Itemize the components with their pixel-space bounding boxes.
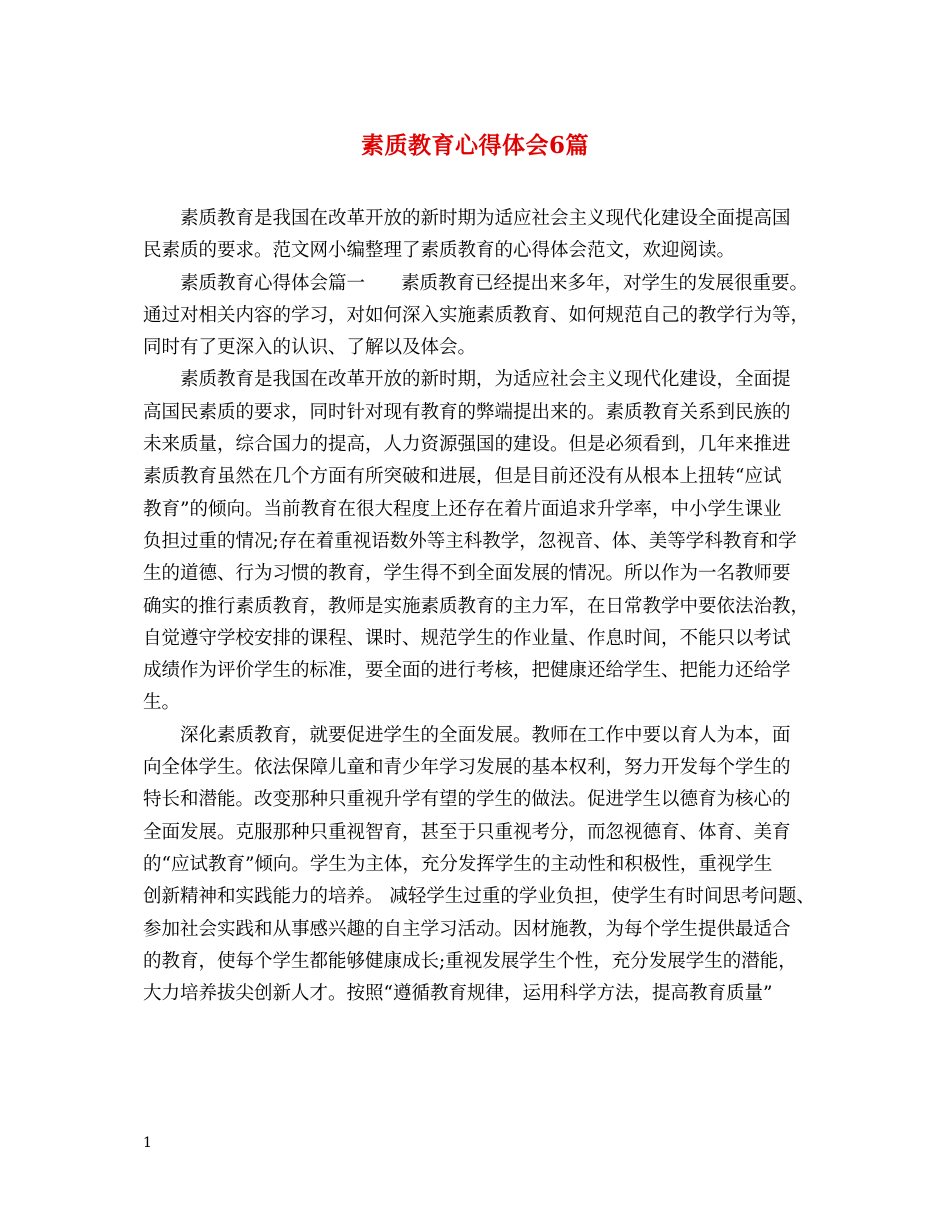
text-line: 未来质量，综合国力的提高，人力资源强国的建设。但是必须看到，几年来推进 <box>143 434 791 456</box>
text-line: 负担过重的情况;存在着重视语数外等主科教学，忽视音、体、美等学科教育和学 <box>143 530 797 552</box>
intro-paragraph <box>143 203 823 268</box>
text-line: 教育”的倾向。当前教育在很大程度上还存在着片面追求升学率，中小学生课业 <box>143 498 782 520</box>
page-number: 1 <box>143 1135 152 1151</box>
text-line: 的“应试教育”倾向。学生为主体，充分发挥学生的主动性和积极性，重视学生 <box>143 853 773 875</box>
document-title: 素质教育心得体会6篇 <box>360 132 589 159</box>
text-line: 创新精神和实践能力的培养。 减轻学生过重的学业负担，使学生有时间思考问题、 <box>143 886 815 908</box>
text-line: 大力培养拔尖创新人才。按照“遵循教育规律，运用科学方法，提高教育质量” <box>143 983 773 1005</box>
text-line: 素质教育是我国在改革开放的新时期为适应社会主义现代化建设全面提高国 <box>180 208 791 229</box>
text-line: 的教育，使每个学生都能够健康成长;重视发展学生个性，充分发展学生的潜能， <box>143 950 797 972</box>
section-one-first-line <box>143 268 823 300</box>
text-line: 素质教育是我国在改革开放的新时期，为适应社会主义现代化建设，全面提 <box>180 369 791 391</box>
text-line: 深化素质教育，就要促进学生的全面发展。教师在工作中要以育人为本，面 <box>180 724 791 746</box>
text-line: 生。 <box>143 692 181 714</box>
text-line: 成绩作为评价学生的标准，要全面的进行考核，把健康还给学生、把能力还给学 <box>143 660 791 682</box>
document-body <box>143 203 823 1010</box>
text-line: 自觉遵守学校安排的课程、课时、规范学生的作业量、作息时间，不能只以考试 <box>143 627 791 649</box>
section-one-heading: 素质教育心得体会篇一 <box>180 272 366 294</box>
text-line: 特长和潜能。改变那种只重视升学有望的学生的做法。促进学生以德育为核心的 <box>143 789 791 811</box>
text-line: 同时有了更深入的认识、了解以及体会。 <box>143 337 477 359</box>
text-line: 通过对相关内容的学习，对如何深入实施素质教育、如何规范自己的教学行为等， <box>143 304 810 326</box>
text-line: 生的道德、行为习惯的教育，学生得不到全面发展的情况。所以作为一名教师要 <box>143 563 791 585</box>
section-one-paragraph <box>143 268 823 365</box>
text-line: 素质教育虽然在几个方面有所突破和进展，但是目前还没有从根本上扭转“应试 <box>143 466 782 488</box>
text-line: 确实的推行素质教育，教师是实施素质教育的主力军，在日常教学中要依法治教， <box>143 595 810 617</box>
text-line: 向全体学生。依法保障儿童和青少年学习发展的基本权利，努力开发每个学生的 <box>143 757 791 779</box>
paragraph-three <box>143 720 823 1011</box>
paragraph-two <box>143 364 823 719</box>
text-line: 民素质的要求。范文网小编整理了素质教育的心得体会范文，欢迎阅读。 <box>143 240 736 262</box>
text-line: 参加社会实践和从事感兴趣的自主学习活动。因材施教，为每个学生提供最适合 <box>143 918 791 940</box>
text-line: 素质教育已经提出来多年，对学生的发展很重要。 <box>401 272 809 294</box>
text-line: 全面发展。克服那种只重视智育，甚至于只重视考分，而忽视德育、体育、美育 <box>143 821 791 843</box>
text-line: 高国民素质的要求，同时针对现有教育的弊端提出来的。素质教育关系到民族的 <box>143 401 791 423</box>
